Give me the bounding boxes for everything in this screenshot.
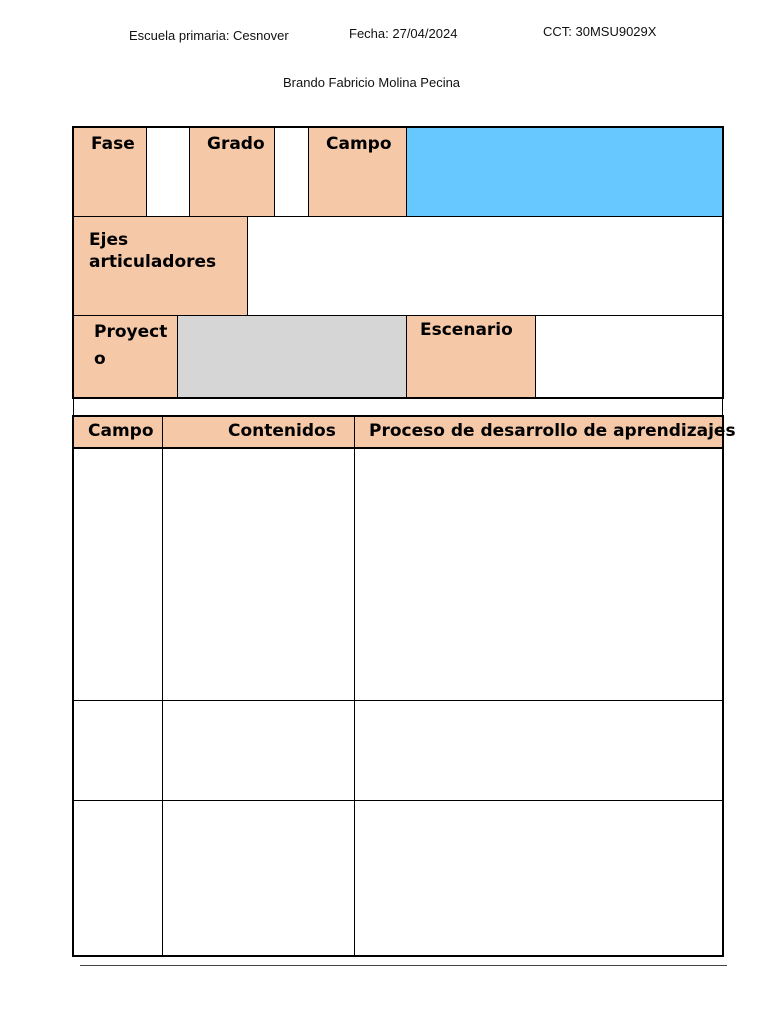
table-row-3-contenidos[interactable] (162, 800, 355, 956)
escenario-label-cell (406, 315, 536, 398)
proyecto-value-cell[interactable] (177, 315, 407, 398)
grado-value-cell[interactable] (274, 127, 309, 217)
column-header-proceso-text: Proceso de desarrollo de aprendizajes (369, 421, 736, 441)
spacer-row (73, 397, 723, 417)
table-row-3-campo[interactable] (73, 800, 163, 956)
table-row-2-campo[interactable] (73, 700, 163, 801)
date-text: Fecha: 27/04/2024 (349, 26, 458, 41)
escenario-label: Escenario (420, 320, 513, 340)
campo-value-cell[interactable] (406, 127, 723, 217)
ejes-label-cell (73, 216, 248, 316)
column-header-contenidos (162, 416, 355, 448)
ejes-label: Ejes articuladores (89, 230, 217, 272)
grado-label-cell (189, 127, 275, 217)
footer-divider (80, 965, 727, 966)
cct-code: CCT: 30MSU9029X (543, 24, 657, 39)
table-row-1-proceso[interactable] (354, 447, 723, 701)
campo-label: Campo (326, 134, 392, 154)
column-header-proceso (354, 416, 736, 448)
proyecto-label-cell (73, 315, 178, 398)
column-header-contenidos-text: Contenidos (228, 421, 336, 441)
fase-value-cell[interactable] (146, 127, 190, 217)
ejes-value-cell[interactable] (247, 216, 723, 316)
header-row-divider (73, 447, 723, 449)
grado-label: Grado (207, 134, 265, 154)
table-row-2-contenidos[interactable] (162, 700, 355, 801)
teacher-name: Brando Fabricio Molina Pecina (283, 75, 461, 90)
fase-label: Fase (91, 134, 135, 154)
table-row-1-campo[interactable] (73, 447, 163, 701)
school-name: Escuela primaria: Cesnover (129, 28, 289, 43)
fase-label-cell (73, 127, 147, 217)
table-row-1-contenidos[interactable] (162, 447, 355, 701)
table-row-2-proceso[interactable] (354, 700, 723, 801)
table-row-3-proceso[interactable] (354, 800, 723, 956)
column-header-campo (73, 416, 163, 448)
campo-label-cell (308, 127, 407, 217)
proyecto-label: Proyect o (94, 322, 168, 369)
column-header-campo-text: Campo (88, 421, 154, 441)
escenario-value-cell[interactable] (535, 315, 723, 398)
